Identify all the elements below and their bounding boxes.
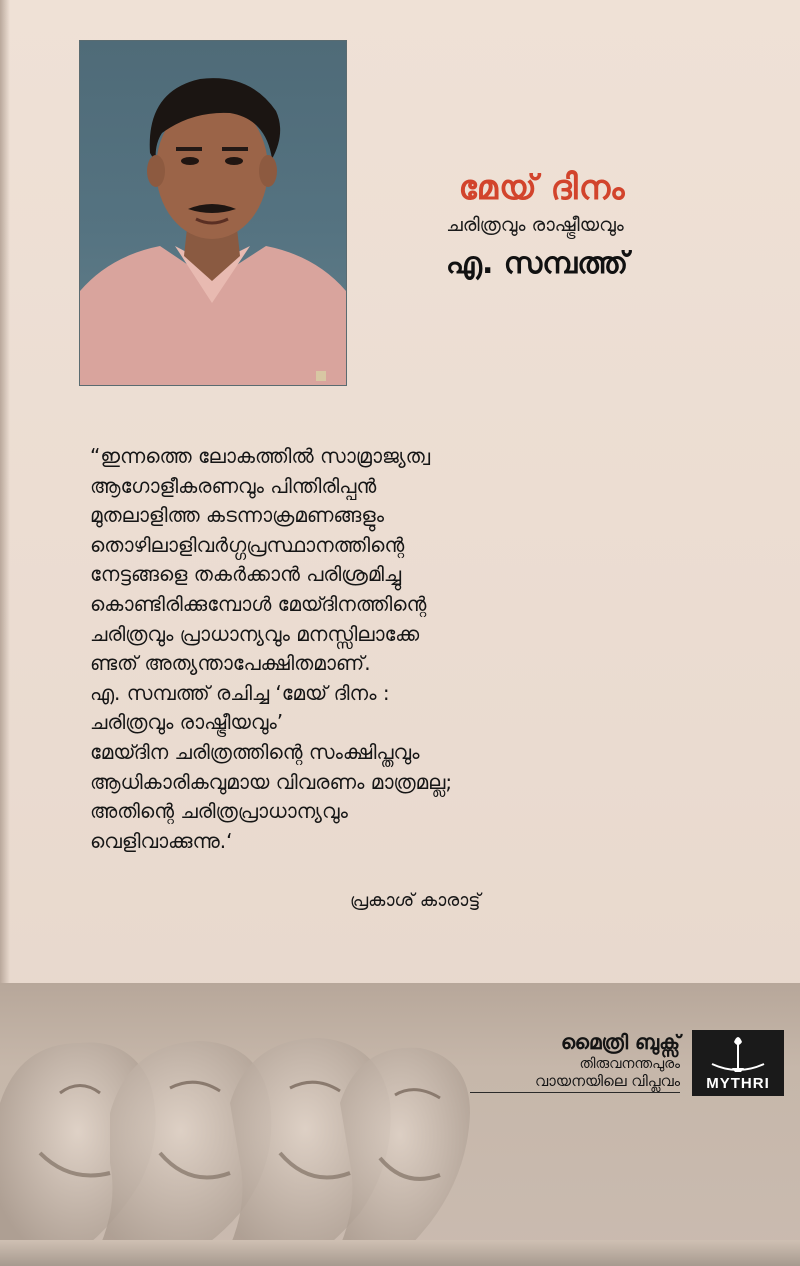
quote-attribution: പ്രകാശ് കാരാട്ട് <box>350 890 481 911</box>
cover-bottom-edge <box>0 1240 800 1266</box>
blurb-line: മേയ്ദിന ചരിത്രത്തിന്റെ സംക്ഷിപ്തവും <box>90 739 420 764</box>
author-portrait-illustration <box>80 41 346 385</box>
blurb-line: ചരിത്രവും രാഷ്ട്രീയവും’ <box>90 710 284 735</box>
blurb-line: ണ്ടത് അത്യന്താപേക്ഷിതമാണ്. <box>90 651 371 676</box>
publisher-name: മൈത്രി ബുക്സ് <box>560 1030 680 1054</box>
blurb-line: ആഗോളീകരണവും പിന്തിരിപ്പൻ <box>90 473 377 498</box>
logo-text: MYTHRI <box>706 1075 770 1092</box>
blurb-line: തൊഴിലാളിവർഗ്ഗപ്രസ്ഥാനത്തിന്റെ <box>90 532 405 557</box>
book-title: മേയ് ദിനം <box>458 168 626 208</box>
mythri-logo <box>692 1030 784 1096</box>
blurb-line: ചരിത്രവും പ്രാധാന്യവും മനസ്സിലാക്കേ <box>90 621 420 646</box>
blurb-line: ആധികാരികവുമായ വിവരണം മാത്രമല്ല; <box>90 769 453 794</box>
book-subtitle: ചരിത്രവും രാഷ്ട്രീയവും <box>446 214 624 236</box>
blurb-line: എ. സമ്പത്ത് രചിച്ച ‘മേയ് ദിനം : <box>90 680 390 705</box>
author-name: എ. സമ്പത്ത് <box>445 246 629 281</box>
author-photo <box>80 41 346 385</box>
blurb-line: നേട്ടങ്ങളെ തകർക്കാൻ പരിശ്രമിച്ചു <box>90 562 402 587</box>
publisher-city: തിരുവനന്തപുരം <box>579 1056 680 1072</box>
blurb-line: അതിന്റെ ചരിത്രപ്രാധാന്യവും <box>90 799 348 824</box>
blurb-line: കൊണ്ടിരിക്കുമ്പോൾ മേയ്ദിനത്തിന്റെ <box>90 591 427 616</box>
blurb-quote <box>90 442 590 856</box>
blurb-line: മുതലാളിത്ത കടന്നാക്രമണങ്ങളും <box>90 503 384 528</box>
relief-sculpture-image <box>0 983 800 1266</box>
blurb-line: “ഇന്നത്തെ ലോകത്തിൽ സാമ്രാജ്യത്വ <box>90 444 431 468</box>
blurb-line: വെളിവാക്കുന്നു.‘ <box>90 828 233 853</box>
publisher-band <box>0 983 800 1266</box>
publisher-tagline: വായനയിലെ വിപ്ലവം <box>470 1072 680 1093</box>
